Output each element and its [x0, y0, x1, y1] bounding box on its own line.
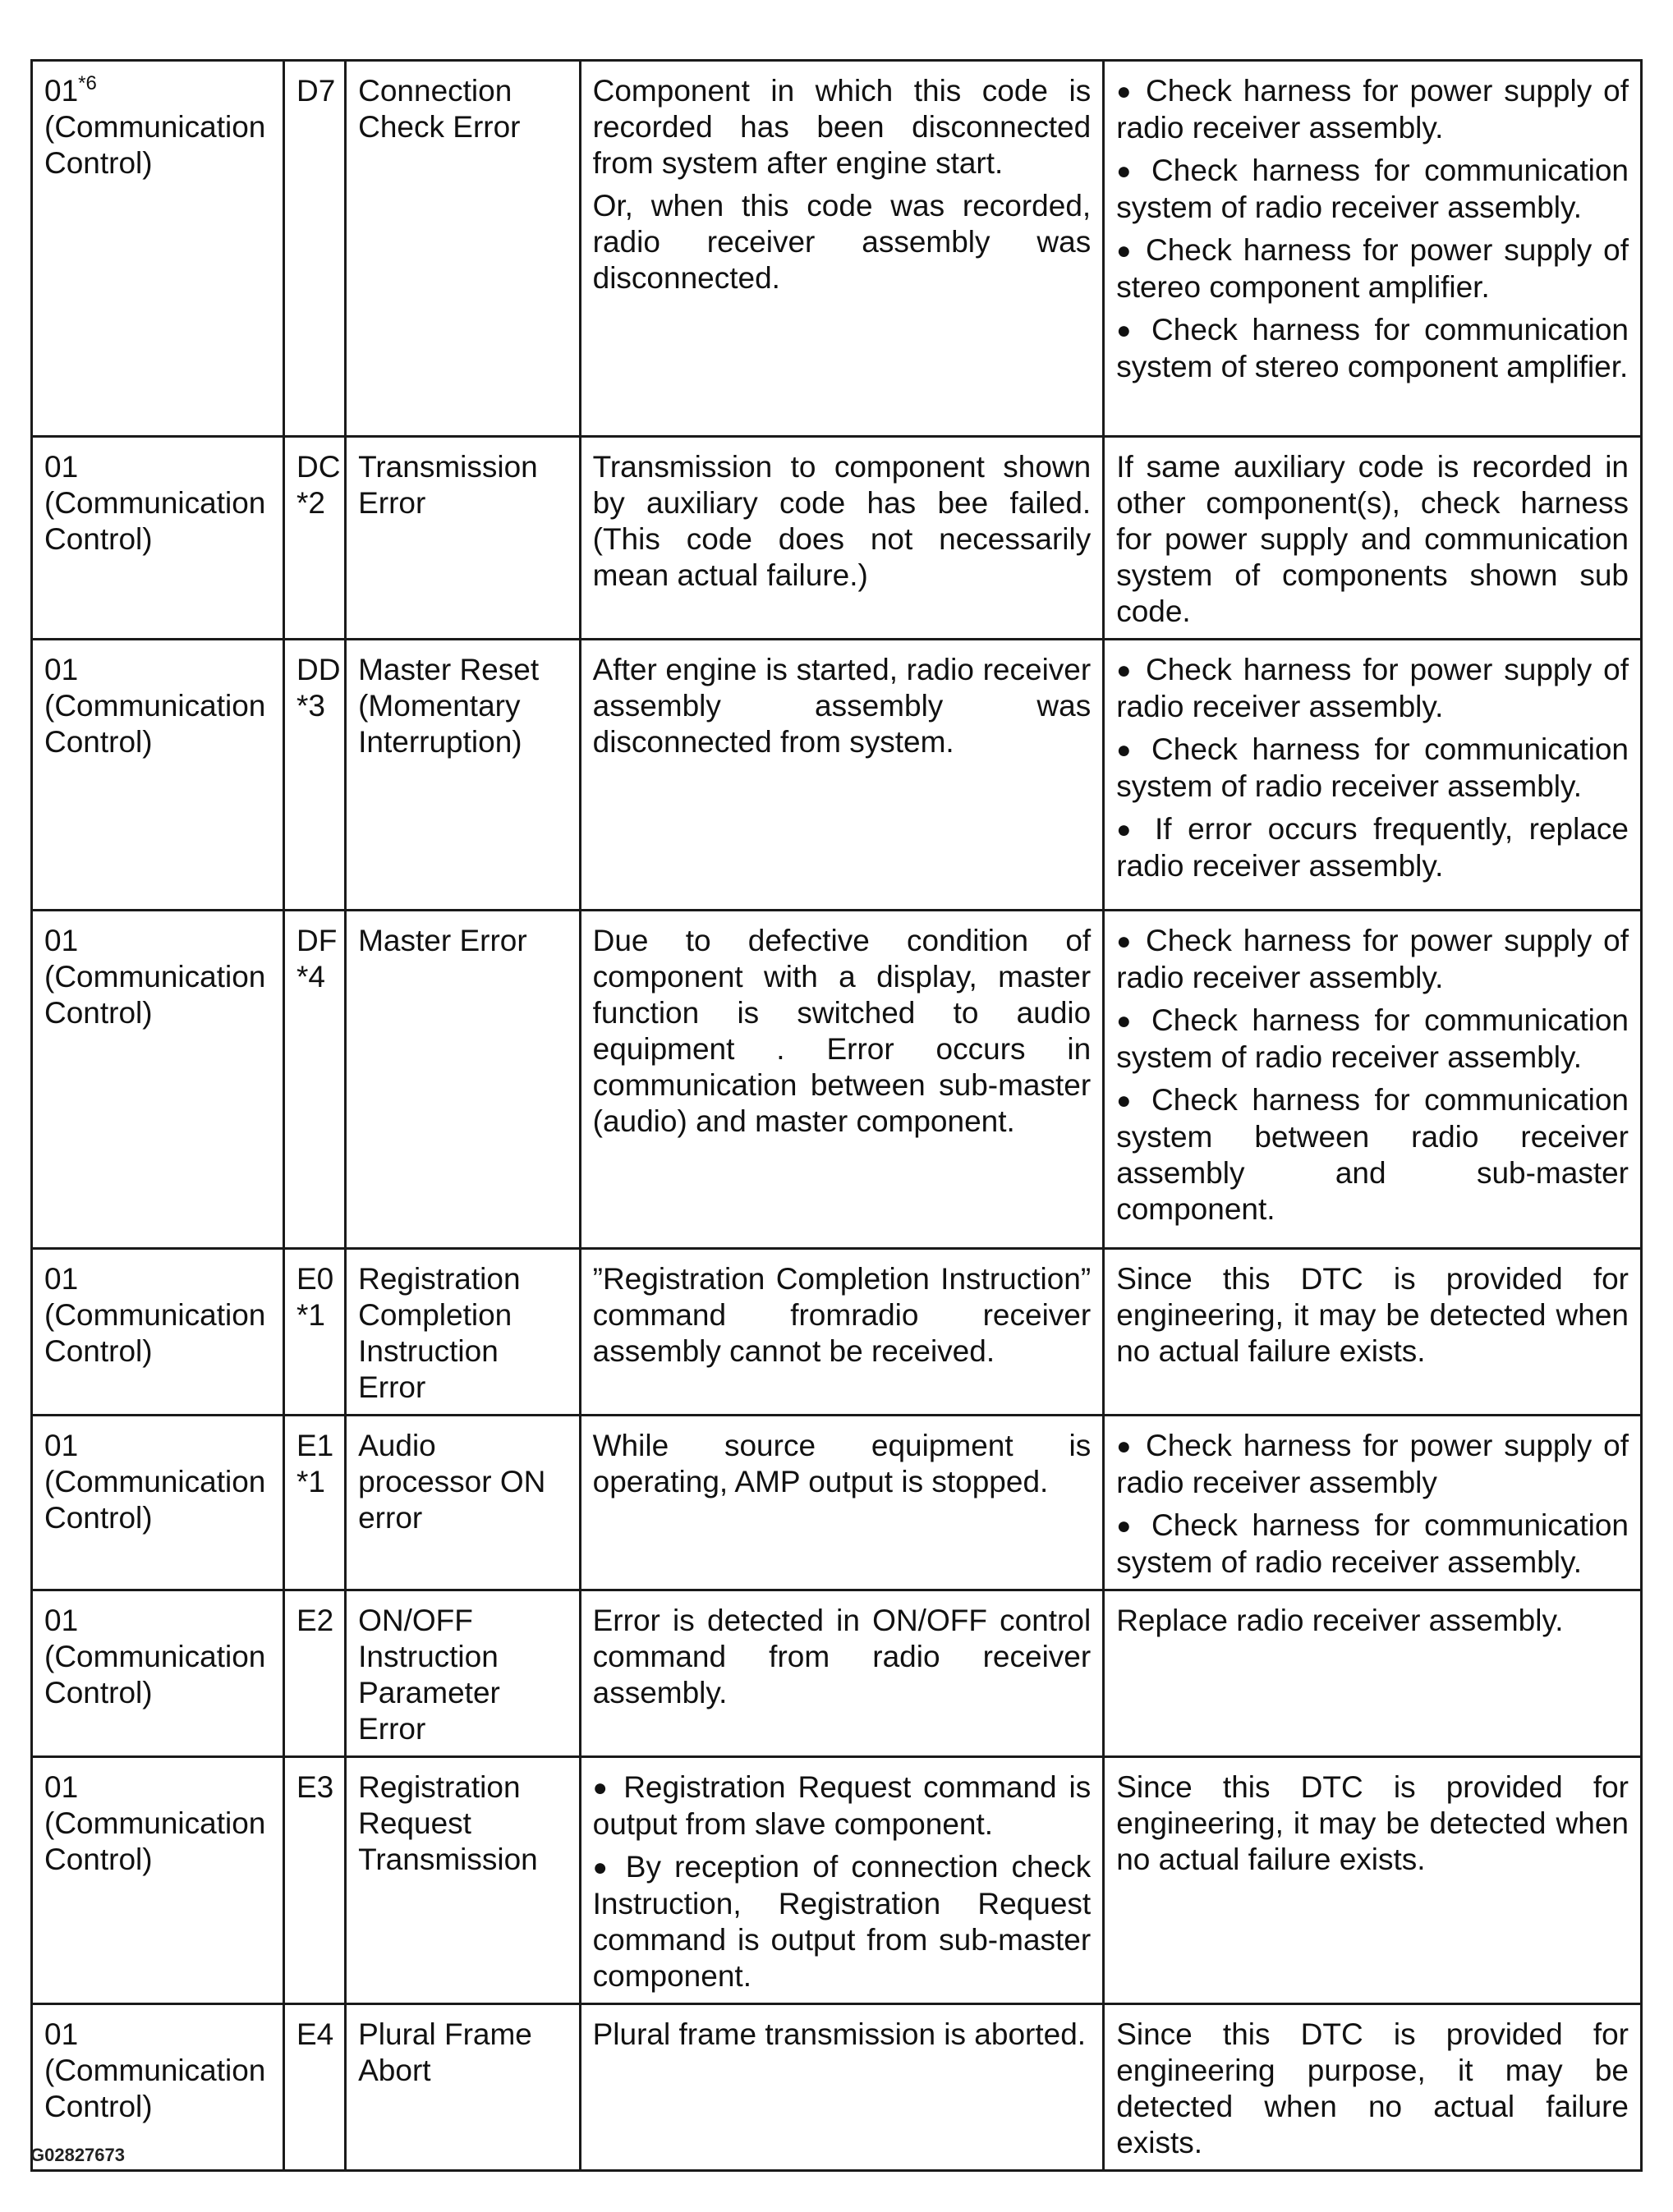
detection-item: Plural Frame Abort [358, 2017, 532, 2087]
detection-item: Master Error [358, 924, 527, 957]
bullet-icon: ● [1116, 1087, 1138, 1114]
code-cell [32, 911, 284, 1249]
condition-text: Or, when this code was recorded, radio receiver assembly was disconnected. [592, 189, 1092, 295]
check-text: Check harness for communication system of stereo component amplifier. [1116, 313, 1629, 383]
check-item [1116, 2017, 1629, 2161]
condition-item [593, 2017, 1092, 2053]
code-cell [32, 1249, 284, 1416]
detection-item: Registration Completion Instruction Error [358, 1262, 521, 1404]
code-number: 01 [44, 1770, 79, 1804]
check-text: If same auxiliary code is recorded in other component(s), check harness for power supply and communication system of components shown sub code. [1116, 450, 1629, 628]
check-text: Since this DTC is provided for engineering, it may be detected when no actual failure exists. [1116, 1262, 1629, 1368]
bullet-icon: ● [1116, 1007, 1138, 1035]
detection-item: Audio processor ON error [358, 1429, 546, 1535]
dtc-code: E2 [296, 1604, 334, 1637]
check-item [1116, 1508, 1629, 1581]
dtc-cell [283, 1249, 345, 1416]
trouble-area-cell [580, 2004, 1104, 2171]
trouble-area-cell [580, 1416, 1104, 1590]
bullet-icon: ● [1116, 928, 1134, 955]
code-description: (Communication Control) [44, 1640, 266, 1709]
condition-item [593, 1849, 1092, 1994]
condition-text: While source equipment is operating, AMP output is stopped. [592, 1429, 1092, 1498]
dtc-cell [283, 437, 345, 640]
check-text: Check harness for power supply of radio receiver assembly. [1116, 74, 1629, 145]
bullet-icon: ● [1116, 78, 1134, 105]
dtc-code: E3 [296, 1770, 334, 1804]
condition-text: Error is detected in ON/OFF control command from radio receiver assembly. [592, 1604, 1092, 1709]
condition-text: Component in which this code is recorded has been disconnected from system after engine start. [592, 74, 1092, 180]
check-text: Check harness for communication system of radio receiver assembly. [1116, 1003, 1629, 1074]
code-description: (Communication Control) [44, 1465, 266, 1535]
check-item [1116, 652, 1629, 725]
dtc-code: D7 [296, 74, 336, 108]
code-description: (Communication Control) [44, 2054, 266, 2123]
dtc-code: E4 [296, 2017, 334, 2051]
condition-text: Plural frame transmission is aborted. [592, 2017, 1087, 2051]
code-number: 01 [44, 450, 79, 484]
code-description: (Communication Control) [44, 110, 266, 180]
table-row [32, 1590, 1642, 1757]
condition-item [593, 1428, 1092, 1500]
check-cell [1104, 1590, 1642, 1757]
detection-item-cell [346, 640, 581, 911]
dtc-cell [283, 1416, 345, 1590]
table-row [32, 61, 1642, 437]
table-row [32, 1416, 1642, 1590]
check-cell [1104, 437, 1642, 640]
trouble-area-cell [580, 1249, 1104, 1416]
check-text: Check harness for communication system of radio receiver assembly. [1116, 1508, 1629, 1579]
check-cell [1104, 640, 1642, 911]
detection-item: ON/OFF Instruction Parameter Error [358, 1604, 500, 1746]
check-text: Check harness for communication system of radio receiver assembly. [1116, 732, 1629, 803]
table-row [32, 640, 1642, 911]
trouble-area-cell [580, 1757, 1104, 2004]
code-number: 01 [44, 1429, 79, 1462]
check-cell [1104, 911, 1642, 1249]
code-number: 01 [44, 924, 79, 957]
table-row [32, 1757, 1642, 2004]
code-description: (Communication Control) [44, 960, 266, 1030]
dtc-cell [283, 61, 345, 437]
check-text: Since this DTC is provided for engineering, it may be detected when no actual failure exists. [1116, 1770, 1629, 1876]
dtc-table [30, 59, 1643, 2172]
condition-text: Due to defective condition of component with a display, master function is switched to audio equipment . Error occurs in communication between sub-master (audio) and master component. [592, 924, 1092, 1138]
check-item [1116, 73, 1629, 146]
condition-text: Registration Request command is output from slave component. [592, 1770, 1092, 1841]
bullet-icon: ● [1116, 657, 1134, 684]
detection-item: Master Reset (Momentary Interruption) [358, 653, 540, 759]
check-cell [1104, 1249, 1642, 1416]
code-number: 01 [44, 74, 79, 108]
dtc-code: DD [296, 653, 341, 686]
code-number: 01 [44, 653, 79, 686]
condition-text: After engine is started, radio receiver assembly assembly was disconnected from system. [592, 653, 1092, 759]
check-cell [1104, 2004, 1642, 2171]
dtc-table-body [32, 61, 1642, 2171]
detection-item-cell [346, 437, 581, 640]
code-description: (Communication Control) [44, 689, 266, 759]
figure-id: G02827673 [30, 2145, 125, 2165]
condition-item [593, 1603, 1092, 1711]
check-cell [1104, 1757, 1642, 2004]
check-text: Check harness for communication system of radio receiver assembly. [1116, 154, 1629, 224]
check-text: Check harness for power supply of radio receiver assembly. [1116, 924, 1629, 994]
check-text: If error occurs frequently, replace radio receiver assembly. [1116, 812, 1629, 883]
dtc-footnote: *2 [296, 486, 325, 520]
trouble-area-cell [580, 911, 1104, 1249]
code-cell [32, 1590, 284, 1757]
check-item [1116, 1603, 1629, 1639]
check-item [1116, 1261, 1629, 1370]
detection-item: Transmission Error [358, 450, 538, 520]
check-text: Since this DTC is provided for engineering purpose, it may be detected when no actual failure exists. [1116, 2017, 1629, 2159]
code-cell [32, 1416, 284, 1590]
check-text: Check harness for power supply of radio receiver assembly [1116, 1429, 1629, 1499]
trouble-area-cell [580, 640, 1104, 911]
check-item [1116, 232, 1629, 305]
dtc-code: DF [296, 924, 338, 957]
bullet-icon: ● [592, 1854, 613, 1881]
check-item [1116, 312, 1629, 385]
check-text: Replace radio receiver assembly. [1116, 1604, 1564, 1637]
check-cell [1104, 61, 1642, 437]
check-cell [1104, 1416, 1642, 1590]
code-number: 01 [44, 2017, 79, 2051]
check-item [1116, 1428, 1629, 1501]
code-cell [32, 61, 284, 437]
detection-item: Connection Check Error [358, 74, 521, 144]
table-row [32, 911, 1642, 1249]
check-item [1116, 449, 1629, 630]
detection-item-cell [346, 1249, 581, 1416]
check-item [1116, 1082, 1629, 1228]
code-description: (Communication Control) [44, 1806, 266, 1876]
bullet-icon: ● [1116, 1512, 1138, 1540]
condition-text: Transmission to component shown by auxiliary code has bee failed. (This code does not necessarily mean actual failure.) [592, 450, 1092, 592]
detection-item-cell [346, 1416, 581, 1590]
table-row [32, 1249, 1642, 1416]
condition-text: ”Registration Completion Instruction” command fromradio receiver assembly cannot be received. [592, 1262, 1092, 1368]
dtc-code: E1 [296, 1429, 334, 1462]
check-item [1116, 811, 1629, 884]
detection-item-cell [346, 1590, 581, 1757]
code-description: (Communication Control) [44, 1298, 266, 1368]
dtc-cell [283, 640, 345, 911]
dtc-code: E0 [296, 1262, 334, 1296]
detection-item: Registration Request Transmission [358, 1770, 538, 1876]
condition-item [593, 188, 1092, 296]
dtc-footnote: *1 [296, 1298, 325, 1332]
dtc-cell [283, 1590, 345, 1757]
bullet-icon: ● [1116, 158, 1138, 185]
trouble-area-cell [580, 1590, 1104, 1757]
condition-item [593, 1261, 1092, 1370]
code-number: 01 [44, 1262, 79, 1296]
check-text: Check harness for power supply of stereo component amplifier. [1116, 233, 1629, 304]
condition-text: By reception of connection check Instruction, Registration Request command is output from sub-master component. [592, 1850, 1092, 1993]
code-number: 01 [44, 1604, 79, 1637]
dtc-cell [283, 2004, 345, 2171]
detection-item-cell [346, 911, 581, 1249]
detection-item-cell [346, 61, 581, 437]
condition-item [593, 923, 1092, 1140]
condition-item [593, 73, 1092, 181]
bullet-icon: ● [1116, 317, 1138, 344]
code-description: (Communication Control) [44, 486, 266, 556]
condition-item [593, 652, 1092, 760]
check-item [1116, 923, 1629, 996]
code-cell [32, 640, 284, 911]
code-cell [32, 437, 284, 640]
bullet-icon: ● [1116, 737, 1138, 764]
detection-item-cell [346, 2004, 581, 2171]
bullet-icon: ● [1116, 237, 1134, 264]
trouble-area-cell [580, 61, 1104, 437]
dtc-footnote: *1 [296, 1465, 325, 1498]
bullet-icon: ● [592, 1774, 612, 1801]
check-text: Check harness for power supply of radio receiver assembly. [1116, 653, 1629, 723]
check-item [1116, 153, 1629, 226]
dtc-cell [283, 1757, 345, 2004]
check-item [1116, 732, 1629, 805]
code-cell [32, 1757, 284, 2004]
dtc-footnote: *3 [296, 689, 325, 723]
table-row [32, 437, 1642, 640]
condition-item [593, 449, 1092, 594]
code-footnote: *6 [78, 72, 97, 94]
condition-item [593, 1769, 1092, 1843]
check-item [1116, 1003, 1629, 1076]
table-row [32, 2004, 1642, 2171]
dtc-cell [283, 911, 345, 1249]
dtc-code: DC [296, 450, 341, 484]
check-text: Check harness for communication system between radio receiver assembly and sub-master component. [1116, 1083, 1629, 1226]
detection-item-cell [346, 1757, 581, 2004]
dtc-footnote: *4 [296, 960, 325, 994]
bullet-icon: ● [1116, 816, 1139, 843]
check-item [1116, 1769, 1629, 1878]
bullet-icon: ● [1116, 1433, 1134, 1460]
trouble-area-cell [580, 437, 1104, 640]
